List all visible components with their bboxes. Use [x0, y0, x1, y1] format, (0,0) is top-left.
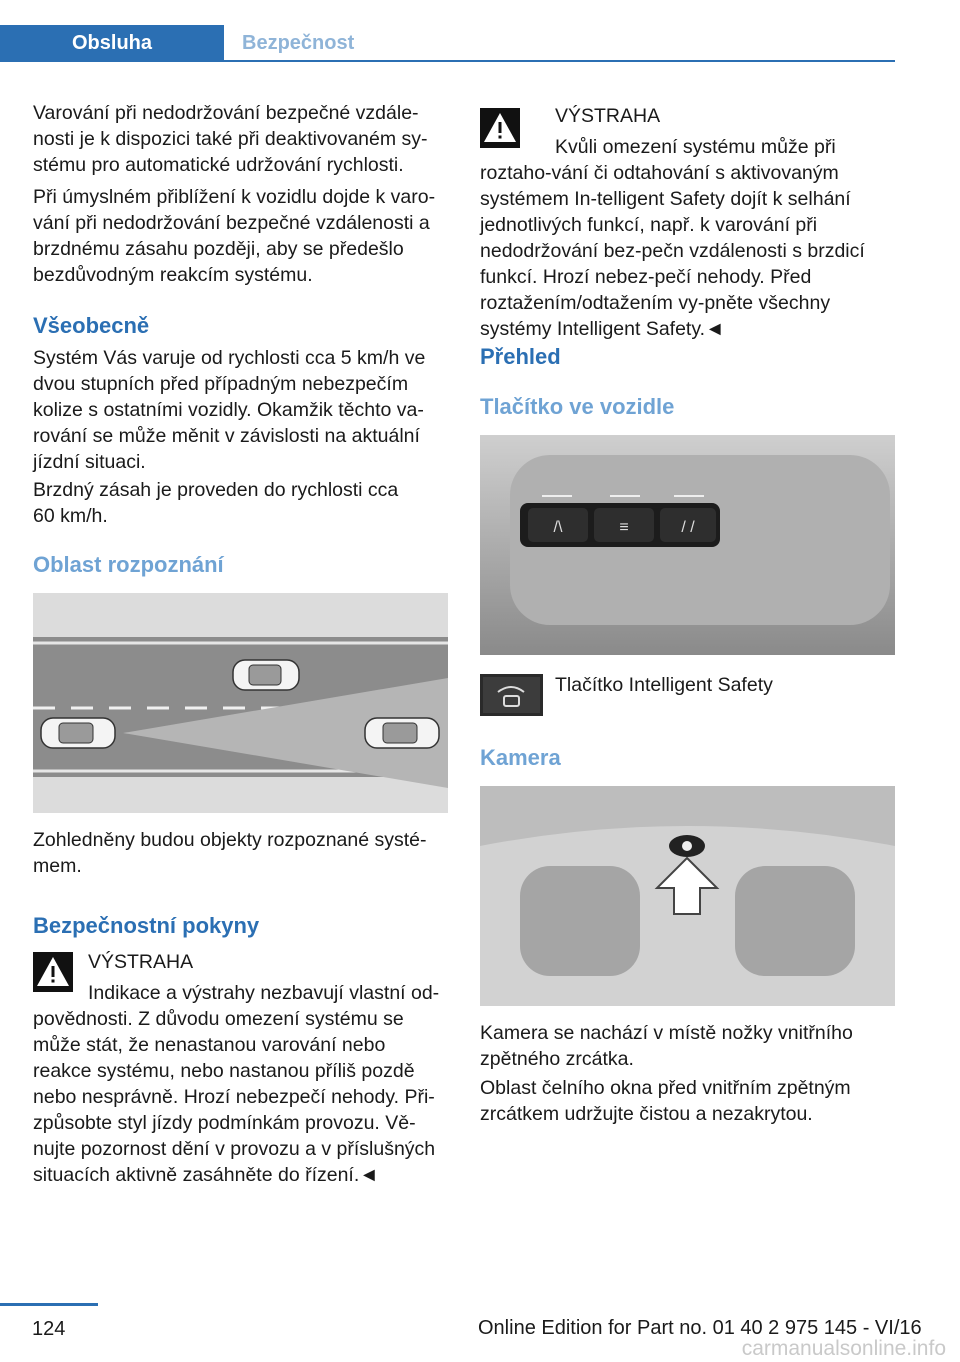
heading-general: Všeobecně: [33, 313, 150, 338]
car-icon: [41, 718, 115, 748]
paragraph: Varování při nedodržování bezpečné vzdále‐nosti je k dispozici také při deaktivovaném sy‐stému pro automatické udržování rychlosti.: [33, 102, 428, 176]
header-divider: [224, 60, 895, 62]
page-number: 124: [32, 1318, 66, 1340]
paragraph: Systém Vás varuje od rychlosti cca 5 km/h ve dvou stupních před případným nebezpečím kolize s ostatními vozidly. Okamžik těchto va‐rování se může měnit v závislosti na aktuální jízdní situaci.: [33, 347, 426, 473]
warning-text: Indikace a výstrahy nezbavují vlastní od‐povědnosti. Z důvodu omezení systému se může stát, že nenastanou varování nebo reakce systému, nebo nastanou příliš pozdě nebo nesprávně. Hrozí nebezpečí nehody. Při‐způsobte styl jízdy podmínkám provozu. Vě‐nujte pozornost dění v provozu a v příslušných situacích aktivně zasáhněte do řízení.◄: [33, 982, 440, 1186]
paragraph: Brzdný zásah je proveden do rychlosti cca 60 km/h.: [33, 479, 399, 527]
camera-paragraph: Oblast čelního okna před vnitřním zpětným zrcátkem udržujte čistou a nezakrytou.: [480, 1077, 851, 1125]
detection-range-illustration: [33, 593, 448, 813]
warning-label: VÝSTRAHA: [555, 105, 661, 127]
svg-text:/ /: / /: [681, 519, 695, 536]
tab-obsluha[interactable]: Obsluha: [0, 25, 224, 62]
car-icon: [365, 718, 439, 748]
heading-overview: Přehled: [480, 344, 561, 369]
heading-button-in-vehicle: Tlačítko ve vozidle: [480, 394, 675, 419]
camera-location-photo: [480, 786, 895, 1006]
car-icon: [233, 660, 299, 690]
button-caption: Tlačítko Intelligent Safety: [555, 674, 773, 696]
heading-camera: Kamera: [480, 745, 561, 770]
caption: Zohledněny budou objekty rozpoznané systé‐mem.: [33, 829, 427, 877]
svg-text:≡: ≡: [619, 519, 629, 536]
intelligent-safety-button-icon: [480, 674, 543, 721]
footer-divider: [0, 1303, 98, 1306]
warning-label: VÝSTRAHA: [88, 951, 194, 973]
edition-text: Online Edition for Part no. 01 40 2 975 145 - VI/16: [478, 1317, 922, 1339]
button-panel-photo: [480, 435, 895, 655]
camera-paragraph: Kamera se nachází v místě nožky vnitřního zpětného zrcátka.: [480, 1022, 853, 1070]
warning-text: Kvůli omezení systému může při roztaho‐vání či odtahování s aktivovaným systémem In‐telligent Safety dojít k selhání jednotlivých funkcí, např. k varování při nedodržování bez‐pečn vzdálenosti s brzdicí funkcí. Hrozí nebez‐pečí nehody. Před roztažením/odtažením vy‐pněte všechny systémy Intelligent Safety.◄: [480, 136, 865, 340]
page-header: [0, 0, 895, 62]
svg-text:/\: /\: [553, 519, 563, 536]
heading-detection-range: Oblast rozpoznání: [33, 552, 224, 577]
watermark: carmanualsonline.info: [741, 1337, 946, 1360]
heading-safety: Bezpečnostní pokyny: [33, 913, 260, 938]
paragraph: Při úmyslném přiblížení k vozidlu dojde k varo‐vání při nedodržování bezpečné vzdálenosti a brzdnému zásahu později, aby se předešlo bezdůvodným reakcím systému.: [33, 186, 436, 286]
tab-bezpecnost[interactable]: Bezpečnost: [242, 32, 355, 54]
